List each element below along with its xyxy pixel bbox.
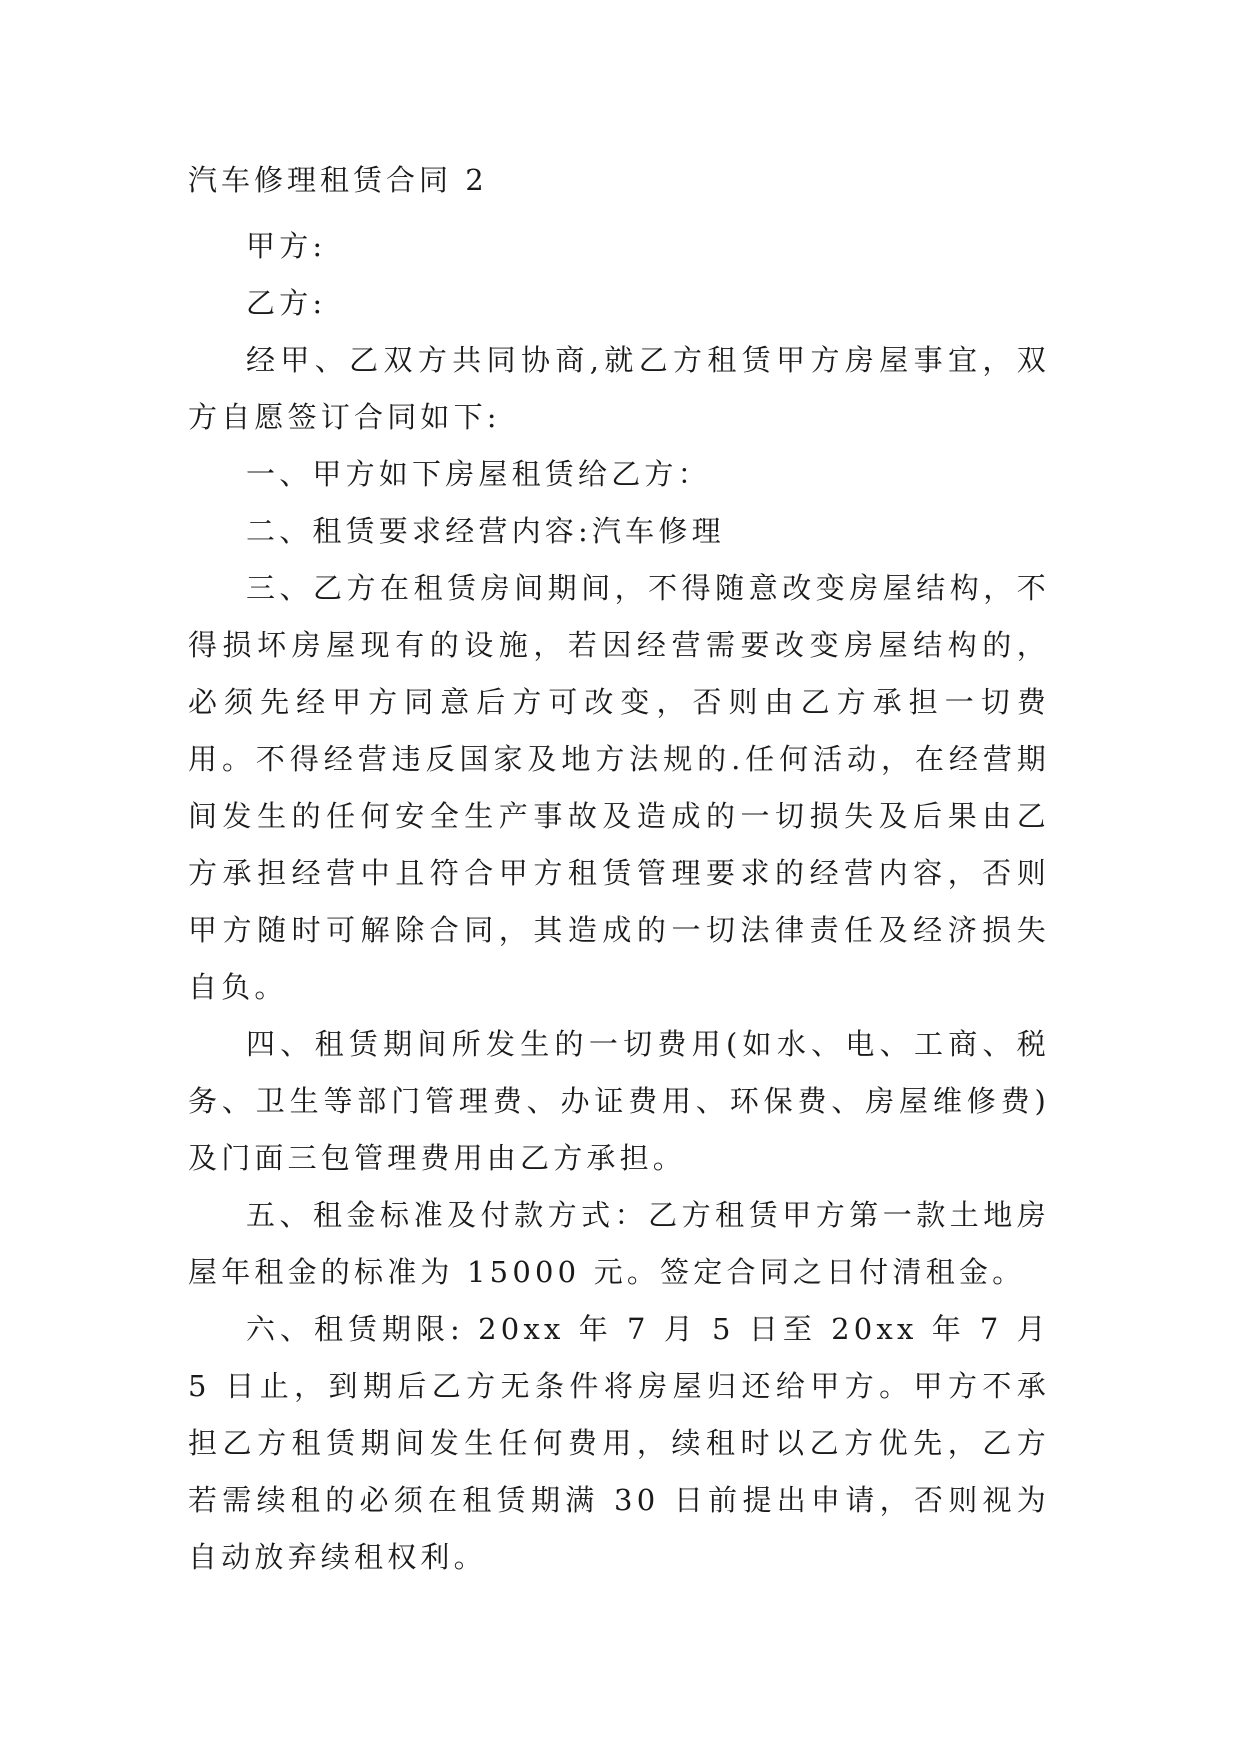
- preamble-paragraph: 经甲、乙双方共同协商,就乙方租赁甲方房屋事宜，双方自愿签订合同如下:: [188, 343, 1050, 434]
- clause-1: 一、甲方如下房屋租赁给乙方：: [246, 457, 711, 491]
- document-page: [188, 160, 1050, 1586]
- clause-2: 二、租赁要求经营内容:汽车修理: [246, 514, 725, 548]
- clause-5: 五、租金标准及付款方式：乙方租赁甲方第一款土地房屋年租金的标准为 15000 元。签定合同之日付清租金。: [188, 1198, 1050, 1289]
- clause-3: 三、乙方在租赁房间期间，不得随意改变房屋结构，不得损坏房屋现有的设施，若因经营需要改变房屋结构的，必须先经甲方同意后方可改变，否则由乙方承担一切费用。不得经营违反国家及地方法规的.任何活动，在经营期间发生的任何安全生产事故及造成的一切损失及后果由乙方承担经营中且符合甲方租赁管理要求的经营内容，否则甲方随时可解除合同，其造成的一切法律责任及经济损失自负。: [188, 571, 1050, 1004]
- party-b-line: 乙方:: [246, 286, 327, 320]
- clause-4: 四、租赁期间所发生的一切费用(如水、电、工商、税务、卫生等部门管理费、办证费用、环保费、房屋维修费)及门面三包管理费用由乙方承担。: [188, 1027, 1050, 1175]
- document-title: 汽车修理租赁合同 2: [188, 163, 488, 197]
- clause-6: 六、租赁期限: 20xx 年 7 月 5 日至 20xx 年 7 月 5 日止，到期后乙方无条件将房屋归还给甲方。甲方不承担乙方租赁期间发生任何费用，续租时以乙方优先，乙方若需续租的必须在租赁期满 30 日前提出申请，否则视为自动放弃续租权利。: [188, 1312, 1050, 1574]
- party-a-line: 甲方:: [246, 229, 327, 263]
